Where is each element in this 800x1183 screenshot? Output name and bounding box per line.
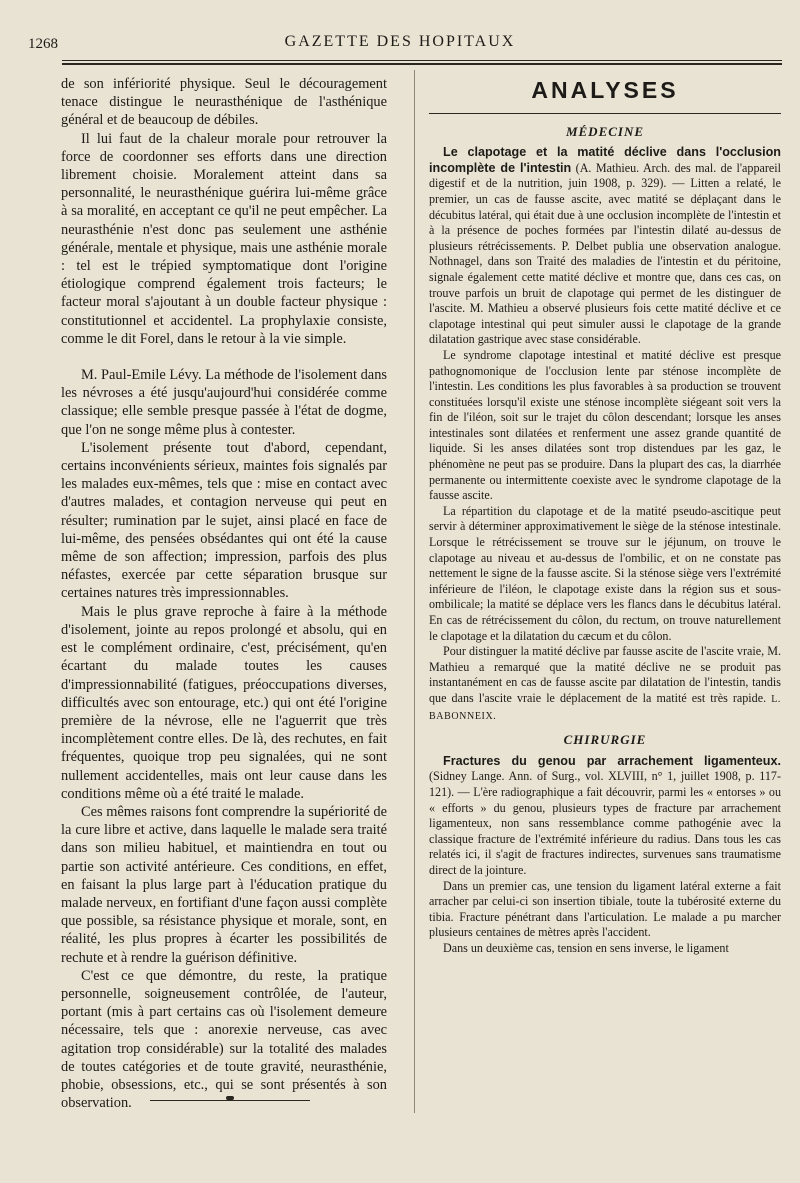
right-column (429, 75, 781, 956)
article-2-lead (429, 754, 781, 879)
rubric-medecine: MÉDECINE (565, 123, 645, 139)
left-paragraph-3: M. Paul-Emile Lévy. La méthode de l'isolement dans les névroses a été jusqu'aujourd'hui considérée comme classique; elle semble presque passée à l'état de dogme, que l'on ne songe même plus à contester. (61, 367, 387, 438)
journal-title: GAZETTE DES HOPITAUX (284, 33, 516, 50)
article-1-paragraph-2: La répartition du clapotage et de la matité pseudo-ascitique peut servir à déterminer approximativement le siège de la sténose intestinale. Lorsque le rétrécissement se trouve sur le jéjunum, on trouve le clapotage au niveau et au-dessus de l'ombilic, et on ne constate pas nettement le signe de la fausse ascite. Si la sténose siège vers l'extrémité inférieure de l'iléon, le clapotage existe dans la région sus et sous-ombilicale; la matité se déplace vers les flancs dans le décubitus latéral. En cas de rétrécissement du côlon, du rectum, on trouve naturellement le clapotage et la dilatation du cæcum et du côlon. (429, 503, 781, 643)
page-header (28, 30, 772, 52)
article-1-lead (429, 145, 781, 348)
header-rule-double (62, 63, 782, 65)
article-2-citation: (Sidney Lange. Ann. of Surg., vol. XLVIII, n° 1, juillet 1908, p. 117-121). (429, 769, 781, 799)
article-2-paragraph-1: Dans un premier cas, une tension du ligament latéral externe a fait arracher par celui-ci son insertion tibiale, toute la tubérosité externe du tibia. Fracture pénétrant dans l'articulation. Le malade a pu marcher plusieurs centaines de mètres après l'accident. (429, 878, 781, 940)
article-1-signature: L. BABONNEIX. (429, 693, 781, 722)
article-1-paragraph-3 (429, 644, 781, 724)
left-column (61, 75, 387, 1112)
rubric-chirurgie: CHIRURGIE (563, 732, 647, 748)
article-1-first-text: — Litten a relaté, le premier, un cas de fausse ascite, avec matité se déplaçant dans le décubitus latéral, qui était due à une occlusion incomplète de l'intestin et à la présence de poches formées par l'intestin dilaté au-dessus de plusieurs rétrécissements. P. Delbet publia une observation analogue. Nothnagel, dans son Traité des maladies de l'intestin et du péritoine, signale également cette matité déclive et montre que, dans ces cas, on trouve parfois un bruit de clapotage qui permet de les distinguer de l'ascite. M. Mathieu a observé plusieurs fois cette matité déclive et ce clapotage intestinal qui peut simuler aussi le clapotage de la grande dilatation gastrique avec stase considérable. (429, 176, 781, 347)
left-paragraph-2: Il lui faut de la chaleur morale pour retrouver la force de coordonner ses efforts dans une direction librement choisie. Moralement atteint dans sa personnalité, le neurasthénique guérira lui-même grâce à sa moralité, en acceptant ce qu'il ne peut empêcher. La neurasthénie n'est donc pas seulement une asthénie générale, mentale et physique, mais une asthénie morale : tel est le trépied symptomatique dont l'origine étiologique comprend également trois facteurs; le facteur moral s'ajoutant à un double facteur physique : constitutionnel et accidentel. La prophylaxie consiste, comme le dit Forel, dans le retour à la vie simple. (61, 130, 387, 347)
section-rule (429, 113, 781, 114)
article-1-title: Le clapotage et la matité déclive dans l'occlusion incomplète de l'intestin (429, 145, 781, 175)
article-1-paragraph-3-text: Pour distinguer la matité déclive par fausse ascite de l'ascite vraie, M. Mathieu a remarqué que la matité déclive ne se produit pas instantanément en cas de fausse ascite par dilatation de l'intestin, tandis que dans l'ascite vraie le déplacement de la matité est très rapide. (429, 644, 781, 705)
page-number: 1268 (28, 36, 58, 52)
left-paragraph-6: Ces mêmes raisons font comprendre la supériorité de la cure libre et active, dans laquelle le malade sera traité dans son milieu habituel, et maintiendra en tout ou partie son activité antérieure. Ces conditions, en effet, en faisant la plus large part à l'éducation pratique du malade nerveux, en fortifiant d'une façon aussi complète que possible, sa résistance physique et morale, sont, en réalité, les plus propres à écarter les possibilités de rechute et à rendre la guérison définitive. (61, 803, 387, 966)
article-2-paragraph-2: Dans un deuxième cas, tension en sens inverse, le ligament (443, 940, 729, 955)
left-paragraph-7: C'est ce que démontre, du reste, la pratique personnelle, soigneusement contrôlée, de l'auteur, portant (mis à part certains cas où l'isolement demeure nécessaire, tels que : anorexie nerveuse, cas avec agitation trop considérable) sur la totalité des malades de toutes catégories et de toute gravité, neurasthénie, phobie, obsessions, etc., qui se sont présentés à son observation. (61, 967, 387, 1112)
article-2-title: Fractures du genou par arrachement ligamenteux. (443, 753, 781, 768)
left-paragraph-1: de son infériorité physique. Seul le découragement tenace distingue le neurasthénique de l'asthénique général et de beaucoup de débiles. (61, 76, 387, 129)
left-paragraph-5: Mais le plus grave reproche à faire à la méthode d'isolement, jointe au repos prolongé et absolu, qui en est le complément ordinaire, c'est, précisément, qu'en écartant du malade toutes les causes d'impressionnabilité (fatigues, préoccupations diverses, difficultés avec son entourage, etc.) qui ont été l'origine première de la névrose, elle ne l'aguerrit que très incomplètement contre elles. De là, des rechutes, en fait fréquentes, quoique trop peu signalées, qui ne sont nullement accidentelles, mais ont leur cause dans les conditions même où a été traité le malade. (61, 603, 387, 802)
header-rule (62, 60, 782, 61)
footer-ornament-dot (226, 1096, 234, 1100)
article-1-paragraph-1: Le syndrome clapotage intestinal et matité déclive est presque pathognomonique de l'occlusion lente par sténose incomplète de l'intestin. Les conditions les plus favorables à sa production se trouvent constituées lorsqu'il existe une sténose incomplète siégeant soit vers la fin de l'iléon, soit sur le trajet du côlon descendant; lorsque les anses intestinales sont dilatées et renferment une assez grande quantité de liquide. Si les anses dilatées sont trop distendues par les gaz, le phénomène ne peut pas se produire. Dans la plupart des cas, la diarrhée permanente ou intermittente coexiste avec le syndrome clapotage de la fausse ascite. (429, 347, 781, 503)
left-paragraph-4: L'isolement présente tout d'abord, cependant, certains inconvénients sérieux, maintes fois signalés par les malades eux-mêmes, tels que : mise en contact avec d'autres malades, et contagion nerveuse qui peut en résulter; rumination par le sujet, ainsi placé en face de lui-même, des pensées obsédantes qui ont été la cause même de son affection; impression, parfois des plus néfastes, exercée par cette séparation brusque sur certaines natures très impressionnables. (61, 439, 387, 602)
column-divider (414, 70, 415, 1113)
article-2-first-text: — L'ère radiographique a fait découvrir, parmi les « entorses » ou « efforts » du genou, plusieurs types de fracture par arrachement ligamenteux, non sans ressemblance comme pathogénie avec la classique fracture de l'extrémité inférieure du radius. Dans tous les cas relatés ici, il s'agit de fractures indirectes, survenues sans traumatisme direct de la jointure. (429, 784, 781, 877)
article-1-citation: (A. Mathieu. Arch. des mal. de l'appareil digestif et de la nutrition, juin 1908, p. 329). (429, 160, 781, 191)
section-title: ANALYSES (531, 77, 679, 103)
footer-ornament-rule (150, 1100, 310, 1101)
